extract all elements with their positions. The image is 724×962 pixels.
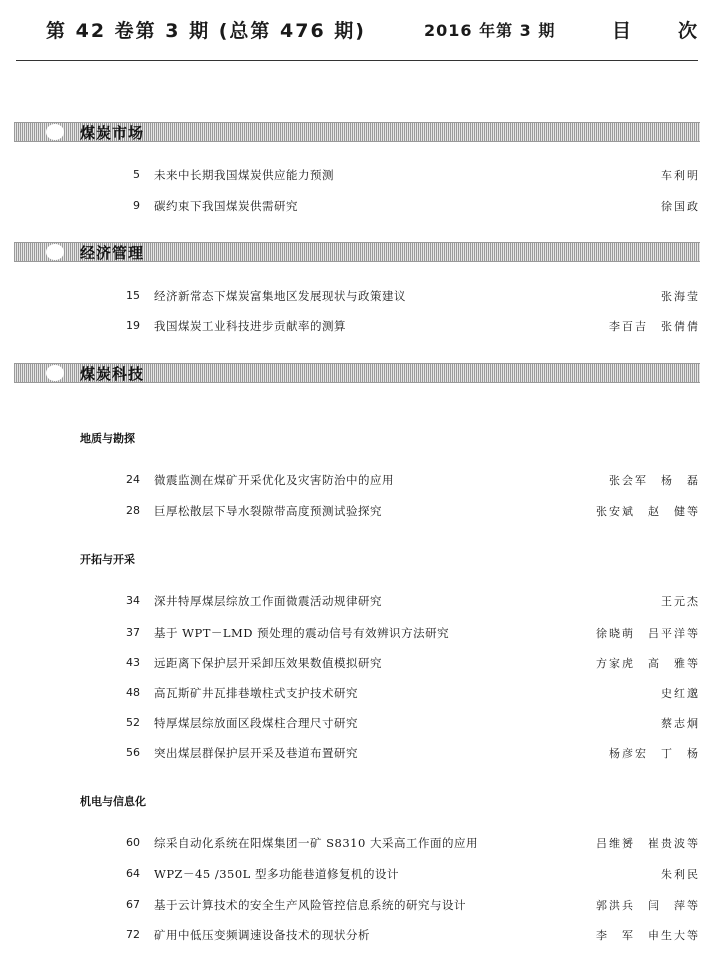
page-number: 60 bbox=[126, 836, 140, 849]
article-author: 徐晓萌 吕平洋等 bbox=[596, 627, 700, 640]
article-title: 微震监测在煤矿开采优化及灾害防治中的应用 bbox=[154, 473, 394, 487]
article-author: 张海莹 bbox=[661, 290, 700, 303]
page-number: 9 bbox=[133, 199, 140, 212]
article-title: 突出煤层群保护层开采及巷道布置研究 bbox=[154, 746, 358, 760]
toc-entry[interactable] bbox=[100, 897, 700, 915]
article-title: 我国煤炭工业科技进步贡献率的测算 bbox=[154, 319, 346, 333]
page-number: 15 bbox=[126, 289, 140, 302]
section-banner-economics bbox=[14, 242, 700, 262]
toc-entry[interactable] bbox=[100, 715, 700, 733]
toc-entry[interactable] bbox=[100, 835, 700, 853]
article-title: WPZ－45 /350L 型多功能巷道修复机的设计 bbox=[154, 867, 399, 881]
toc-entry[interactable] bbox=[100, 685, 700, 703]
toc-entry[interactable] bbox=[100, 288, 700, 306]
article-author: 车利明 bbox=[661, 169, 700, 182]
article-title: 高瓦斯矿井瓦排巷墩柱式支护技术研究 bbox=[154, 686, 358, 700]
page-number: 56 bbox=[126, 746, 140, 759]
page-number: 43 bbox=[126, 656, 140, 669]
page-number: 52 bbox=[126, 716, 140, 729]
page-number: 37 bbox=[126, 626, 140, 639]
toc-entry[interactable] bbox=[100, 503, 700, 521]
article-title: 碳约束下我国煤炭供需研究 bbox=[154, 199, 298, 213]
article-author: 吕维赟 崔贵波等 bbox=[596, 837, 700, 850]
article-author: 张会军 杨 磊 bbox=[609, 474, 700, 487]
article-title: 基于 WPT－LMD 预处理的震动信号有效辨识方法研究 bbox=[154, 626, 450, 640]
page-number: 48 bbox=[126, 686, 140, 699]
page-number: 5 bbox=[133, 168, 140, 181]
section-banner-technology bbox=[14, 363, 700, 383]
toc-entry[interactable] bbox=[100, 866, 700, 884]
article-title: 基于云计算技术的安全生产风险管控信息系统的研究与设计 bbox=[154, 898, 466, 912]
page-number: 72 bbox=[126, 928, 140, 941]
page-number: 19 bbox=[126, 319, 140, 332]
article-author: 方家虎 高 雅等 bbox=[596, 657, 700, 670]
article-title: 远距离下保护层开采卸压效果数值模拟研究 bbox=[154, 656, 382, 670]
article-title: 未来中长期我国煤炭供应能力预测 bbox=[154, 168, 334, 182]
article-author: 李 军 申生大等 bbox=[596, 929, 700, 942]
toc-entry[interactable] bbox=[100, 655, 700, 673]
section-label: 煤炭市场 bbox=[80, 124, 145, 142]
toc-entry[interactable] bbox=[100, 198, 700, 216]
page-number: 34 bbox=[126, 594, 140, 607]
article-author: 张安斌 赵 健等 bbox=[596, 505, 700, 518]
toc-entry[interactable] bbox=[100, 927, 700, 945]
toc-entry[interactable] bbox=[100, 318, 700, 336]
article-author: 史红邈 bbox=[661, 687, 700, 700]
page-number: 64 bbox=[126, 867, 140, 880]
page-header bbox=[46, 14, 708, 48]
circle-icon bbox=[46, 124, 64, 140]
section-banner-market bbox=[14, 122, 700, 142]
article-title: 深井特厚煤层综放工作面微震活动规律研究 bbox=[154, 594, 382, 608]
toc-entry[interactable] bbox=[100, 472, 700, 490]
page-number: 67 bbox=[126, 898, 140, 911]
circle-icon bbox=[46, 365, 64, 381]
subsection-heading: 机电与信息化 bbox=[80, 795, 146, 808]
toc-entry[interactable] bbox=[100, 593, 700, 611]
subsection-heading: 地质与勘探 bbox=[80, 432, 135, 445]
page-number: 24 bbox=[126, 473, 140, 486]
issue-label: 2016 年第 3 期 bbox=[424, 21, 556, 40]
article-title: 特厚煤层综放面区段煤柱合理尺寸研究 bbox=[154, 716, 358, 730]
section-label: 经济管理 bbox=[80, 244, 145, 262]
article-author: 朱利民 bbox=[661, 868, 700, 881]
article-author: 王元杰 bbox=[661, 595, 700, 608]
toc-title-char-1: 目 bbox=[612, 20, 632, 42]
toc-entry[interactable] bbox=[100, 625, 700, 643]
section-label: 煤炭科技 bbox=[80, 365, 145, 383]
circle-icon bbox=[46, 244, 64, 260]
article-author: 徐国政 bbox=[661, 200, 700, 213]
article-author: 李百吉 张倩倩 bbox=[609, 320, 700, 333]
article-title: 矿用中低压变频调速设备技术的现状分析 bbox=[154, 928, 370, 942]
volume-label: 第 42 卷第 3 期 (总第 476 期) bbox=[46, 20, 366, 42]
article-title: 经济新常态下煤炭富集地区发展现状与政策建议 bbox=[154, 289, 406, 303]
article-title: 综采自动化系统在阳煤集团一矿 S8310 大采高工作面的应用 bbox=[154, 836, 478, 850]
subsection-heading: 开拓与开采 bbox=[80, 553, 135, 566]
toc-entry[interactable] bbox=[100, 745, 700, 763]
toc-title-char-2: 次 bbox=[678, 20, 698, 42]
article-author: 郭洪兵 闫 萍等 bbox=[596, 899, 700, 912]
page-number: 28 bbox=[126, 504, 140, 517]
article-title: 巨厚松散层下导水裂隙带高度预测试验探究 bbox=[154, 504, 382, 518]
toc-entry[interactable] bbox=[100, 167, 700, 185]
article-author: 蔡志炯 bbox=[661, 717, 700, 730]
header-divider bbox=[16, 60, 698, 61]
article-author: 杨彦宏 丁 杨 bbox=[609, 747, 700, 760]
